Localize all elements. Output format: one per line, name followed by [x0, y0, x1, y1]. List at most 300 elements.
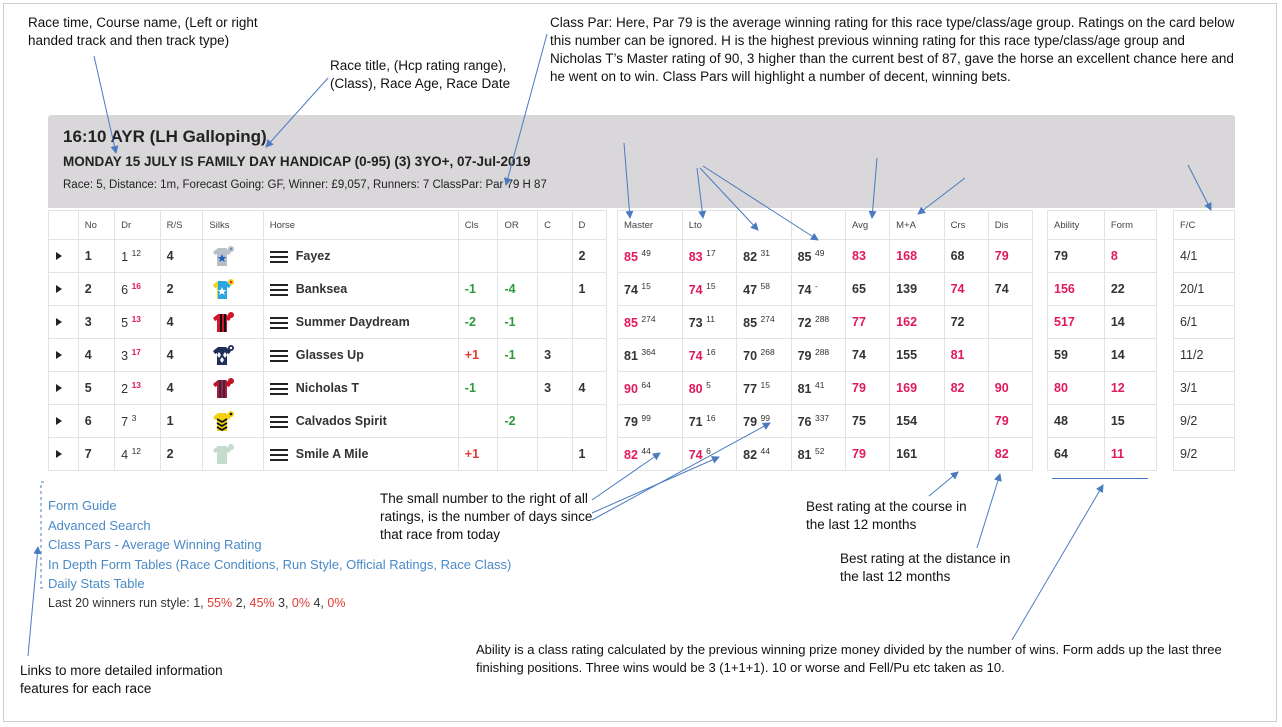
master-rating-value: 74: [624, 283, 638, 298]
expand-arrow-icon[interactable]: [55, 252, 63, 260]
speed-rating-2-value: 79: [743, 415, 758, 430]
col-header-or: OR: [498, 211, 538, 240]
average-rating: 65: [846, 273, 890, 306]
speed-rating-2-days: 99: [760, 412, 770, 423]
runner-number: 1: [78, 240, 114, 273]
lto-rating-days: 17: [706, 247, 716, 258]
ability-value: 80: [1048, 372, 1105, 405]
average-rating: 77: [846, 306, 890, 339]
run-style: 4: [160, 339, 203, 372]
silks-red-navy-stripes-icon: [209, 377, 235, 399]
silks-pale-green-icon: [209, 443, 235, 465]
lto-rating-value: 74: [688, 448, 703, 463]
draw-days: 12: [131, 445, 142, 456]
ability-row: [1048, 372, 1157, 405]
class-change: [458, 405, 498, 438]
annotation-course-best: Best rating at the course in the last 12 months: [806, 499, 967, 532]
course-rating: [944, 405, 988, 438]
annotation-small-number: The small number to the right of all ratings, is the number of days since that race from today: [380, 491, 593, 542]
distance-rating: [988, 306, 1032, 339]
form-value: 8: [1104, 240, 1156, 273]
speed-rating-3: [791, 438, 845, 471]
menu-icon[interactable]: [270, 282, 296, 296]
forecast-row: [1174, 372, 1235, 405]
ability-row: [1048, 339, 1157, 372]
course-winner: [538, 306, 572, 339]
draw: [115, 405, 161, 438]
master-plus-average: 155: [890, 339, 944, 372]
distance-rating: 82: [988, 438, 1032, 471]
lto-rating-days: 6: [706, 445, 711, 456]
speed-rating-3: [791, 372, 845, 405]
speed-rating-3-value: 72: [797, 316, 812, 331]
col-header-d: D: [572, 211, 606, 240]
run-style-4: 0%: [327, 595, 346, 610]
master-rating: [618, 438, 683, 471]
draw-days: 3: [131, 412, 137, 423]
lto-rating: [682, 438, 736, 471]
expand-arrow-icon: [49, 372, 79, 405]
draw-value: 3: [121, 349, 129, 364]
menu-icon[interactable]: [270, 249, 296, 263]
master-rating: [618, 306, 683, 339]
col-header-cls: Cls: [458, 211, 498, 240]
run-style: 4: [160, 306, 203, 339]
master-rating-days: 364: [641, 346, 656, 357]
silks-black-yellow-chevrons-icon: [209, 410, 235, 432]
race-info: Race: 5, Distance: 1m, Forecast Going: GF, Winner: £9,057, Runners: 7 ClassPar: Par 79 H 87: [63, 179, 547, 191]
forecast-price: 11/2: [1174, 339, 1235, 372]
speed-rating-3-days: 288: [814, 313, 830, 324]
lto-rating-days: 16: [706, 412, 716, 423]
lto-rating: [682, 405, 736, 438]
speed-rating-2-value: 70: [743, 349, 758, 364]
ability-row: [1048, 306, 1157, 339]
master-rating-value: 90: [624, 382, 638, 397]
course-winner: 3: [538, 339, 572, 372]
lto-rating-days: 5: [706, 379, 711, 390]
course-winner: [538, 438, 572, 471]
table-row[interactable]: [49, 438, 607, 471]
speed-rating-3-value: 81: [797, 382, 812, 397]
speed-rating-3: [791, 339, 845, 372]
run-style-label: Last 20 winners run style: 1,: [48, 595, 208, 610]
run-style: 4: [160, 240, 203, 273]
speed-rating-3-value: 81: [797, 448, 812, 463]
race-links: [48, 496, 511, 613]
speed-rating-3: [791, 273, 845, 306]
course-rating: [944, 438, 988, 471]
distance-winner: [572, 405, 606, 438]
horse-cell: [263, 405, 458, 438]
link-daily-stats-table[interactable]: Daily Stats Table: [48, 576, 145, 591]
runner-number: 7: [78, 438, 114, 471]
forecast-price: 20/1: [1174, 273, 1235, 306]
col-header-dr: Dr: [115, 211, 161, 240]
speed-rating-3: [791, 240, 845, 273]
official-rating-change: -2: [498, 405, 538, 438]
master-rating: [618, 240, 683, 273]
speed-rating-3-days: 52: [814, 445, 825, 456]
run-style-t4: 4,: [310, 595, 328, 610]
horse-cell: [263, 273, 458, 306]
col-header-avg: Avg: [846, 211, 890, 240]
ability-value: 156: [1048, 273, 1105, 306]
course-winner: [538, 273, 572, 306]
master-rating: [618, 273, 683, 306]
draw: [115, 339, 161, 372]
speed-rating-2: [737, 306, 791, 339]
class-change: +1: [458, 339, 498, 372]
col-header-c: C: [538, 211, 572, 240]
form-value: 14: [1104, 306, 1156, 339]
lto-rating-days: 16: [706, 346, 716, 357]
ability-value: 48: [1048, 405, 1105, 438]
distance-winner: [572, 306, 606, 339]
draw-value: 2: [121, 382, 129, 397]
silks-red-black-stripes-icon: [209, 311, 235, 333]
expand-arrow-icon: [49, 273, 79, 306]
run-style-3: 0%: [291, 595, 310, 610]
class-change: -2: [458, 306, 498, 339]
draw-days: 13: [131, 313, 142, 324]
horse-cell: [263, 372, 458, 405]
table-row[interactable]: [49, 273, 607, 306]
lto-rating-days: 11: [706, 313, 715, 324]
ability-table: [1047, 210, 1157, 471]
runner-number: 2: [78, 273, 114, 306]
ratings-table: [617, 210, 1033, 471]
menu-icon[interactable]: [270, 414, 296, 428]
silks-cell: [203, 306, 263, 339]
table-row[interactable]: [49, 240, 607, 273]
ability-underline: [1052, 478, 1148, 479]
ability-value: 517: [1048, 306, 1105, 339]
expand-arrow-icon[interactable]: [55, 351, 63, 359]
draw: [115, 240, 161, 273]
menu-icon[interactable]: [270, 381, 296, 395]
ability-row: [1048, 438, 1157, 471]
draw: [115, 372, 161, 405]
draw-days: 13: [131, 379, 142, 390]
master-plus-average: 154: [890, 405, 944, 438]
speed-rating-2-days: 274: [760, 313, 775, 324]
expand-arrow-icon[interactable]: [55, 417, 63, 425]
speed-rating-2-days: 31: [760, 247, 770, 258]
speed-rating-3-days: 337: [814, 412, 830, 423]
speed-rating-3-value: 76: [797, 415, 812, 430]
course-rating: 72: [944, 306, 988, 339]
master-rating-days: 49: [641, 247, 651, 258]
official-rating-change: [498, 438, 538, 471]
course-rating: 68: [944, 240, 988, 273]
course-rating: 74: [944, 273, 988, 306]
expand-arrow-icon[interactable]: [55, 285, 63, 293]
ratings-row: [618, 273, 1033, 306]
horse-name[interactable]: Fayez: [295, 249, 331, 263]
distance-rating: 74: [988, 273, 1032, 306]
course-winner: [538, 240, 572, 273]
col-header-horse: Horse: [263, 211, 458, 240]
lto-rating: [682, 306, 736, 339]
distance-winner: 1: [572, 438, 606, 471]
horse-cell: [263, 438, 458, 471]
distance-rating: 90: [988, 372, 1032, 405]
menu-icon[interactable]: [270, 315, 296, 329]
master-rating-days: 274: [641, 313, 656, 324]
lto-rating-value: 74: [688, 349, 703, 364]
master-plus-average: 139: [890, 273, 944, 306]
speed-rating-2-days: 268: [760, 346, 775, 357]
run-style-1: 55%: [207, 595, 233, 610]
horse-name[interactable]: Glasses Up: [295, 348, 364, 362]
draw-value: 1: [121, 250, 129, 265]
run-style-2: 45%: [249, 595, 275, 610]
run-style-summary: [48, 594, 511, 614]
run-style: 2: [160, 273, 203, 306]
draw: [115, 273, 161, 306]
draw-value: 7: [121, 415, 129, 430]
form-value: 22: [1104, 273, 1156, 306]
forecast-price: 6/1: [1174, 306, 1235, 339]
speed-rating-3: [791, 306, 845, 339]
class-change: -1: [458, 372, 498, 405]
forecast-row: [1174, 306, 1235, 339]
speed-rating-2-value: 85: [743, 316, 758, 331]
ability-row: [1048, 240, 1157, 273]
annotation-links: Links to more detailed information features for each race: [20, 663, 223, 696]
speed-rating-2: [737, 339, 791, 372]
col-header-blank: [791, 211, 845, 240]
distance-winner: 1: [572, 273, 606, 306]
ability-row: [1048, 273, 1157, 306]
distance-winner: 2: [572, 240, 606, 273]
ratings-row: [618, 339, 1033, 372]
silks-cell: [203, 372, 263, 405]
form-value: 11: [1104, 438, 1156, 471]
expand-arrow-icon: [49, 306, 79, 339]
race-title: 16:10 AYR (LH Galloping): [63, 127, 267, 146]
lto-rating: [682, 339, 736, 372]
annotation-race-title: Race title, (Hcp rating range), (Class), Race Age, Race Date: [330, 58, 511, 91]
col-header-m-a: M+A: [890, 211, 944, 240]
lto-rating-value: 74: [688, 283, 703, 298]
speed-rating-3-days: 288: [814, 346, 830, 357]
master-plus-average: 168: [890, 240, 944, 273]
run-style-t2: 2,: [232, 595, 250, 610]
ability-row: [1048, 405, 1157, 438]
average-rating: 79: [846, 372, 890, 405]
forecast-row: [1174, 339, 1235, 372]
forecast-price: 9/2: [1174, 438, 1235, 471]
expand-arrow-icon[interactable]: [55, 450, 63, 458]
draw-value: 5: [121, 316, 129, 331]
annotation-class-par: Class Par: Here, Par 79 is the average winning rating for this race type/class/age group. Ratings on the card below this number can be ignored. H is the highest previous winning rating for this race type/class/age group and Nicholas T’s Master rating of 90, 3 higher than the current best of 87, gave the horse an excellent chance here and he went on to win. Class Pars will highlight a number of decent, winning bets.: [550, 15, 1235, 84]
draw: [115, 306, 161, 339]
master-rating: [618, 405, 683, 438]
expand-arrow-icon: [49, 339, 79, 372]
link-in-depth-form-tables[interactable]: In Depth Form Tables (Race Conditions, Run Style, Official Ratings, Race Class): [48, 556, 512, 572]
forecast-row: [1174, 405, 1235, 438]
draw-days: 16: [131, 280, 142, 291]
ratings-row: [618, 240, 1033, 273]
master-rating-value: 85: [624, 250, 638, 265]
average-rating: 74: [846, 339, 890, 372]
expand-arrow-icon: [49, 240, 79, 273]
horse-cell: [263, 240, 458, 273]
link-form-guide[interactable]: Form Guide: [48, 498, 117, 513]
ratings-row: [618, 306, 1033, 339]
col-header-silks: Silks: [203, 211, 263, 240]
distance-rating: [988, 339, 1032, 372]
master-rating: [618, 339, 683, 372]
form-value: 12: [1104, 372, 1156, 405]
horse-name[interactable]: Summer Daydream: [295, 315, 410, 329]
speed-rating-2-days: 58: [760, 280, 770, 291]
silks-cell: [203, 405, 263, 438]
silks-navy-white-diamonds-icon: [209, 344, 235, 366]
speed-rating-3-value: 79: [797, 349, 812, 364]
distance-winner: 4: [572, 372, 606, 405]
lto-rating-days: 15: [706, 280, 716, 291]
lto-rating: [682, 273, 736, 306]
annotation-distance-best: Best rating at the distance in the last 12 months: [840, 551, 1011, 584]
lto-rating-value: 80: [688, 382, 703, 397]
table-row[interactable]: [49, 306, 607, 339]
master-rating: [618, 372, 683, 405]
master-rating-days: 99: [641, 412, 651, 423]
form-value: 15: [1104, 405, 1156, 438]
speed-rating-2: [737, 438, 791, 471]
forecast-row: [1174, 273, 1235, 306]
expand-arrow-icon[interactable]: [55, 384, 63, 392]
speed-rating-2: [737, 405, 791, 438]
official-rating-change: -1: [498, 339, 538, 372]
horse-name[interactable]: Smile A Mile: [295, 447, 369, 461]
link-advanced-search[interactable]: Advanced Search: [48, 517, 151, 533]
col-header-lto: Lto: [682, 211, 736, 240]
annotation-ability-form: Ability is a class rating calculated by the previous winning prize money divided by the number of wins. Form adds up the last three finishing positions. Three wins would be 3 (1+1+1). 10 or worse and Fell/Pu etc taken as 10.: [476, 642, 1222, 675]
speed-rating-2-value: 47: [743, 283, 758, 298]
table-row[interactable]: [49, 372, 607, 405]
col-header-r-s: R/S: [160, 211, 203, 240]
ratings-row: [618, 438, 1033, 471]
class-change: -1: [458, 273, 498, 306]
distance-rating: 79: [988, 240, 1032, 273]
draw-value: 4: [121, 448, 129, 463]
ability-value: 79: [1048, 240, 1105, 273]
draw-value: 6: [121, 283, 129, 298]
ability-value: 64: [1048, 438, 1105, 471]
table-row[interactable]: [49, 339, 607, 372]
col-header-f-c: F/C: [1174, 211, 1235, 240]
official-rating-change: -4: [498, 273, 538, 306]
master-plus-average: 162: [890, 306, 944, 339]
ability-value: 59: [1048, 339, 1105, 372]
race-header: [48, 115, 1235, 208]
master-rating-days: 44: [641, 445, 651, 456]
master-rating-value: 81: [624, 349, 638, 364]
official-rating-change: -1: [498, 306, 538, 339]
link-class-pars[interactable]: Class Pars - Average Winning Rating: [48, 537, 262, 552]
course-rating: 81: [944, 339, 988, 372]
menu-icon[interactable]: [270, 348, 296, 362]
silks-grey-blue-star-icon: [209, 245, 235, 267]
official-rating-change: [498, 240, 538, 273]
speed-rating-2-days: 44: [760, 445, 770, 456]
horse-name[interactable]: Nicholas T: [295, 381, 359, 395]
silks-cell: [203, 273, 263, 306]
speed-rating-2-value: 77: [743, 382, 758, 397]
draw: [115, 438, 161, 471]
col-header-crs: Crs: [944, 211, 988, 240]
horse-cell: [263, 306, 458, 339]
class-change: +1: [458, 438, 498, 471]
col-header-master: Master: [618, 211, 683, 240]
class-change: [458, 240, 498, 273]
average-rating: 83: [846, 240, 890, 273]
master-rating-days: 64: [641, 379, 651, 390]
runner-number: 3: [78, 306, 114, 339]
forecast-price: 4/1: [1174, 240, 1235, 273]
run-style: 2: [160, 438, 203, 471]
average-rating: 75: [846, 405, 890, 438]
table-row[interactable]: [49, 405, 607, 438]
course-rating: 82: [944, 372, 988, 405]
speed-rating-2: [737, 372, 791, 405]
runners-table: [48, 210, 607, 471]
forecast-row: [1174, 240, 1235, 273]
silks-yellow-blue-star-icon: [209, 278, 235, 300]
course-winner: 3: [538, 372, 572, 405]
master-rating-days: 15: [641, 280, 651, 291]
race-subtitle: MONDAY 15 JULY IS FAMILY DAY HANDICAP (0-95) (3) 3YO+, 07-Jul-2019: [63, 154, 531, 169]
master-rating-value: 79: [624, 415, 638, 430]
col-header-form: Form: [1104, 211, 1156, 240]
speed-rating-2-value: 82: [743, 250, 758, 265]
speed-rating-3-value: 85: [797, 250, 812, 265]
horse-cell: [263, 339, 458, 372]
speed-rating-3-days: -: [814, 280, 818, 291]
horse-name[interactable]: Banksea: [295, 282, 348, 296]
forecast-price: 9/2: [1174, 405, 1235, 438]
expand-arrow-icon[interactable]: [55, 318, 63, 326]
forecast-price: 3/1: [1174, 372, 1235, 405]
average-rating: 79: [846, 438, 890, 471]
runner-number: 6: [78, 405, 114, 438]
master-plus-average: 161: [890, 438, 944, 471]
col-header-blank: [737, 211, 791, 240]
col-header-blank: [49, 211, 79, 240]
col-header-no: No: [78, 211, 114, 240]
ratings-row: [618, 372, 1033, 405]
menu-icon[interactable]: [270, 447, 296, 461]
lto-rating: [682, 372, 736, 405]
master-rating-value: 82: [624, 448, 638, 463]
draw-days: 17: [131, 346, 142, 357]
annotation-race-time: Race time, Course name, (Left or right handed track and then track type): [28, 15, 258, 48]
official-rating-change: [498, 372, 538, 405]
expand-arrow-icon: [49, 438, 79, 471]
lto-rating: [682, 240, 736, 273]
run-style-t3: 3,: [274, 595, 292, 610]
speed-rating-3-value: 74: [797, 283, 812, 298]
lto-rating-value: 71: [688, 415, 703, 430]
forecast-row: [1174, 438, 1235, 471]
col-header-dis: Dis: [988, 211, 1032, 240]
speed-rating-3-days: 49: [814, 247, 825, 258]
horse-name[interactable]: Calvados Spirit: [295, 414, 387, 428]
